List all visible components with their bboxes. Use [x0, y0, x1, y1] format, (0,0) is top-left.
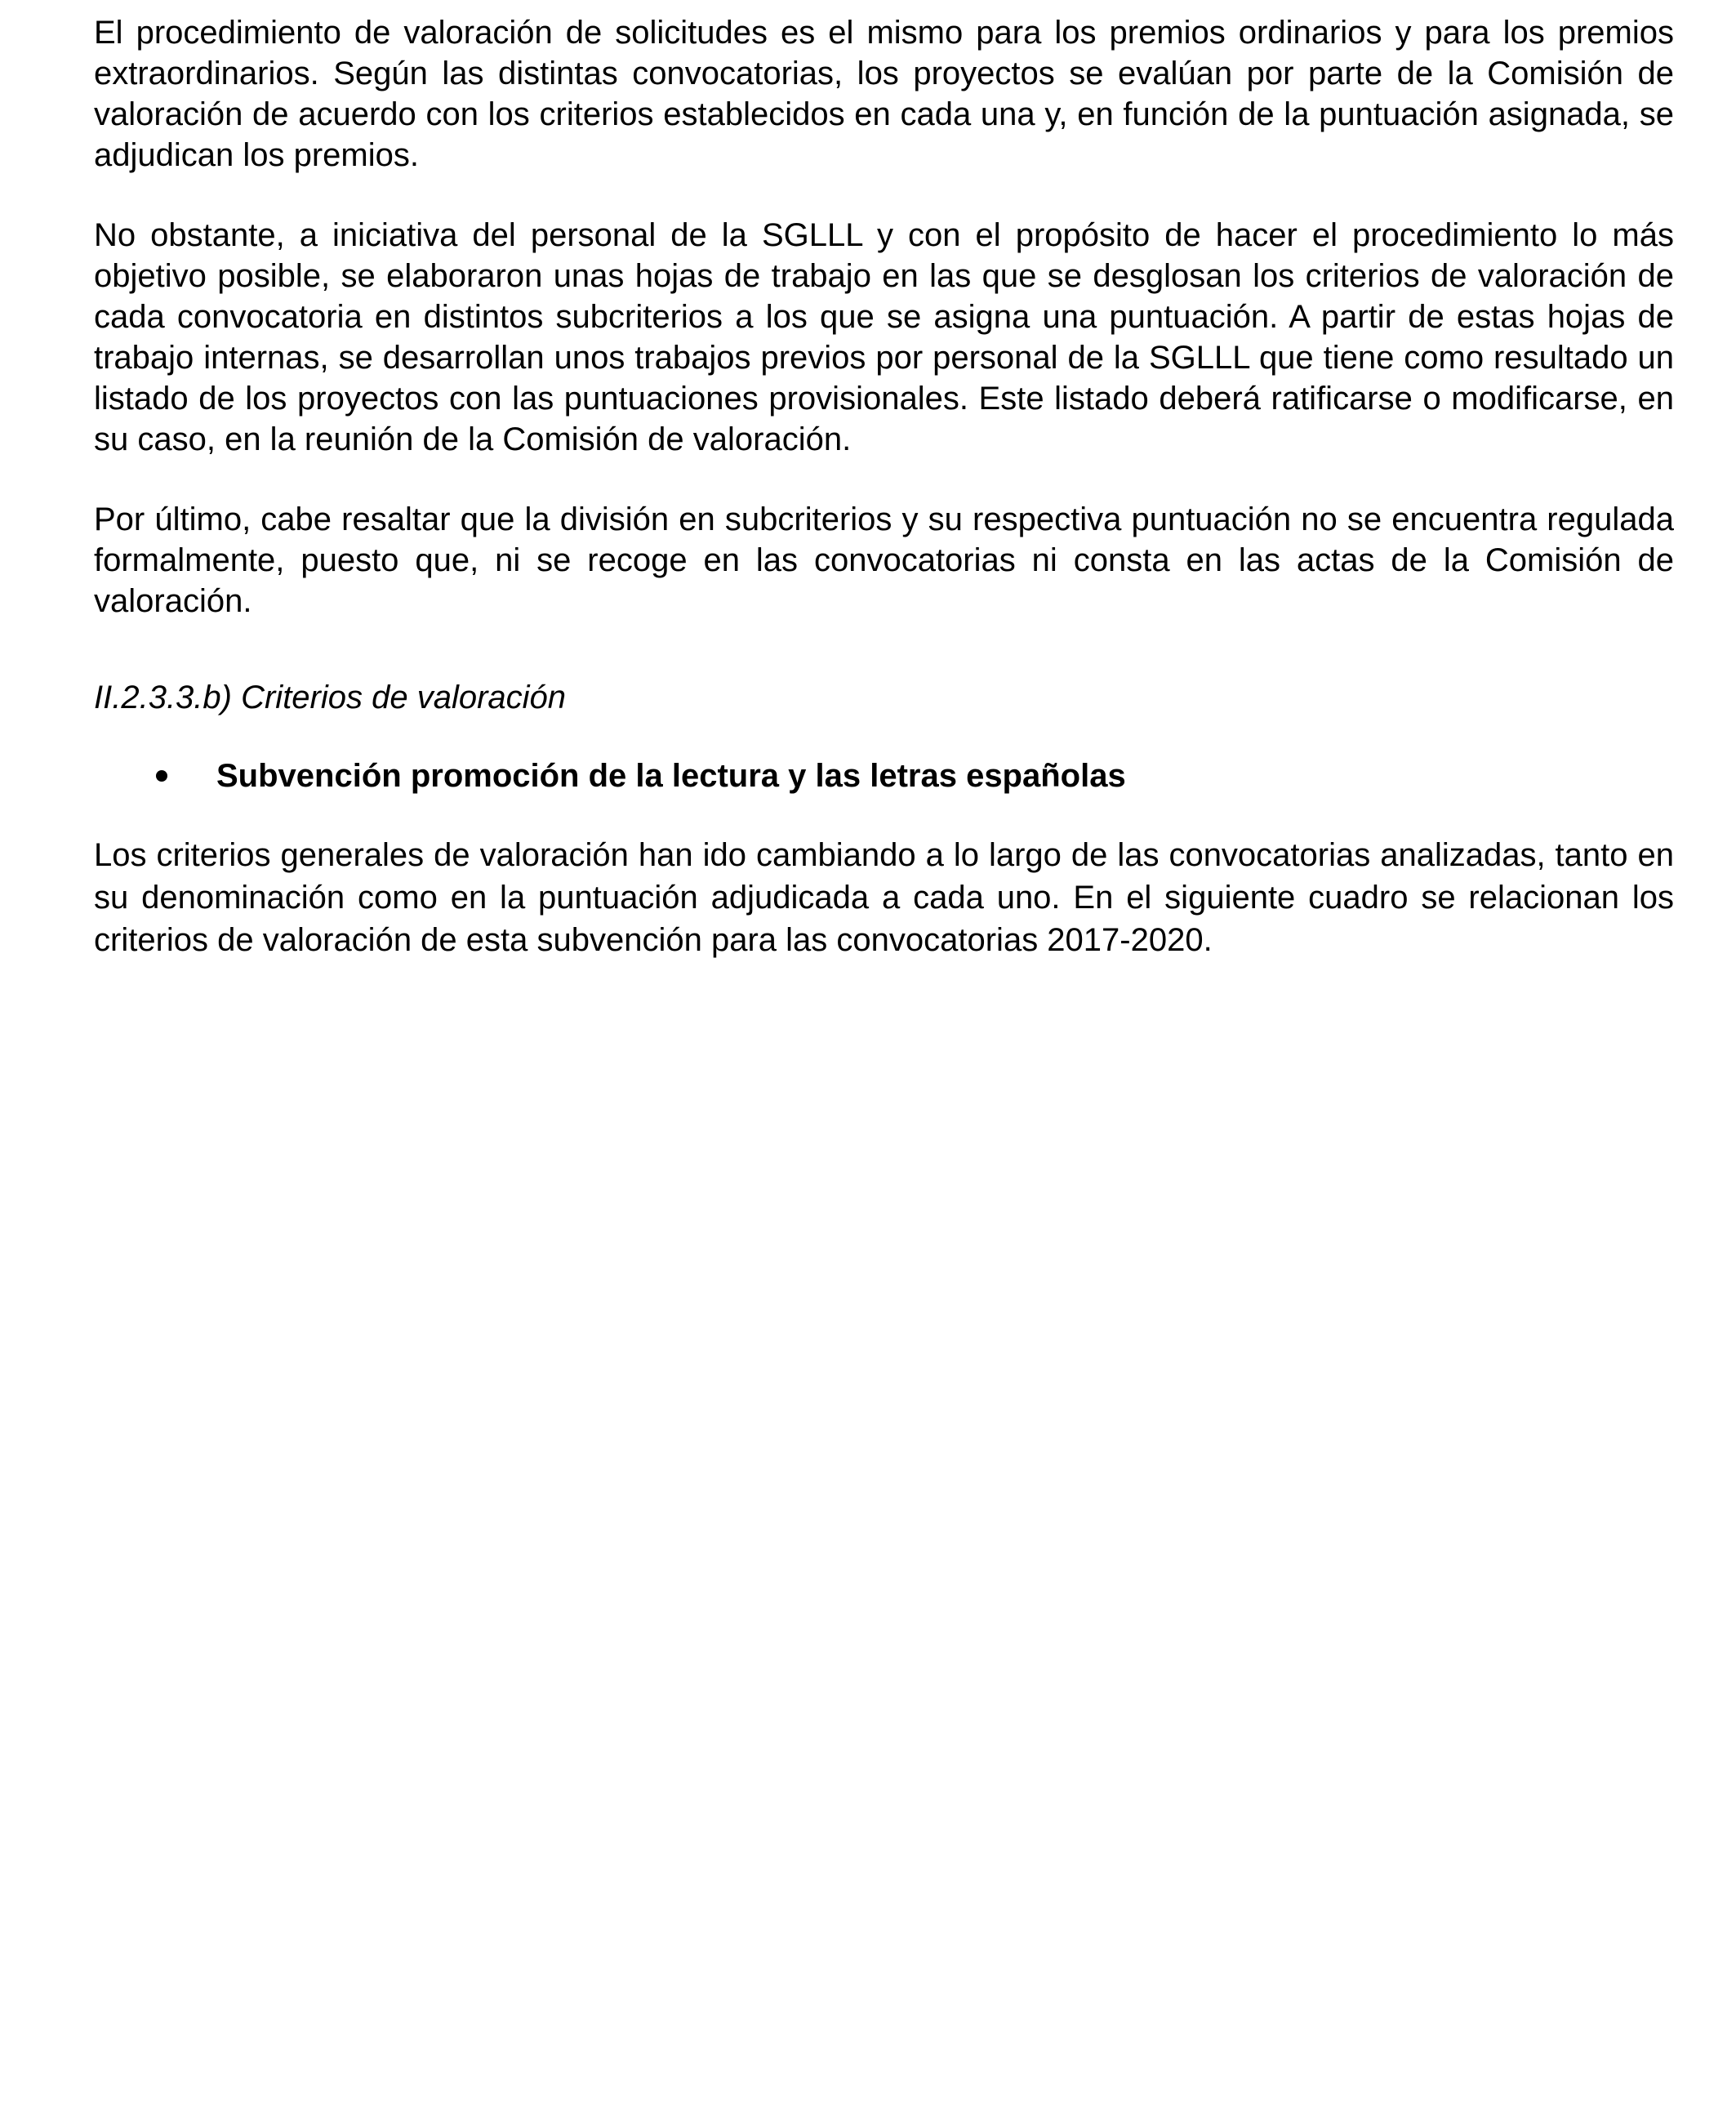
- document-page: [94, 12, 1674, 961]
- section-heading: II.2.3.3.b) Criterios de valoración: [94, 680, 567, 715]
- paragraph-criteria-intro: Los criterios generales de valoración han ido cambiando a lo largo de las convocatorias analizadas, tanto en su denominación como en la puntuación adjudicada a cada uno. En el siguiente cuadro se relacionan los criterios de valoración de esta subvención para las convocatorias 2017-2020.: [94, 837, 1674, 958]
- paragraph-subcriteria: Por último, cabe resaltar que la división en subcriterios y su respectiva puntuación no se encuentra regulada formalmente, puesto que, ni se recoge en las convocatorias ni consta en las actas de la Comisión de valoración.: [94, 501, 1674, 619]
- paragraph-worksheets: No obstante, a iniciativa del personal de la SGLLL y con el propósito de hacer el procedimiento lo más objetivo posible, se elaboraron unas hojas de trabajo en las que se desglosan los criterios de valoración de cada convocatoria en distintos subcriterios a los que se asigna una puntuación. A partir de estas hojas de trabajo internas, se desarrollan unos trabajos previos por personal de la SGLLL que tiene como resultado un listado de los proyectos con las puntuaciones provisionales. Este listado deberá ratificarse o modificarse, en su caso, en la reunión de la Comisión de valoración.: [94, 217, 1674, 457]
- bullet-icon: [156, 770, 167, 782]
- spacer: [94, 657, 1674, 677]
- bullet-list-item: [94, 755, 1674, 796]
- paragraph-procedure: El procedimiento de valoración de solicitudes es el mismo para los premios ordinarios y para los premios extraordinarios. Según las distintas convocatorias, los proyectos se evalúan por parte de la Comisión de valoración de acuerdo con los criterios establecidos en cada una y, en función de la puntuación asignada, se adjudican los premios.: [94, 15, 1674, 173]
- bullet-item-label: Subvención promoción de la lectura y las letras españolas: [216, 758, 1126, 794]
